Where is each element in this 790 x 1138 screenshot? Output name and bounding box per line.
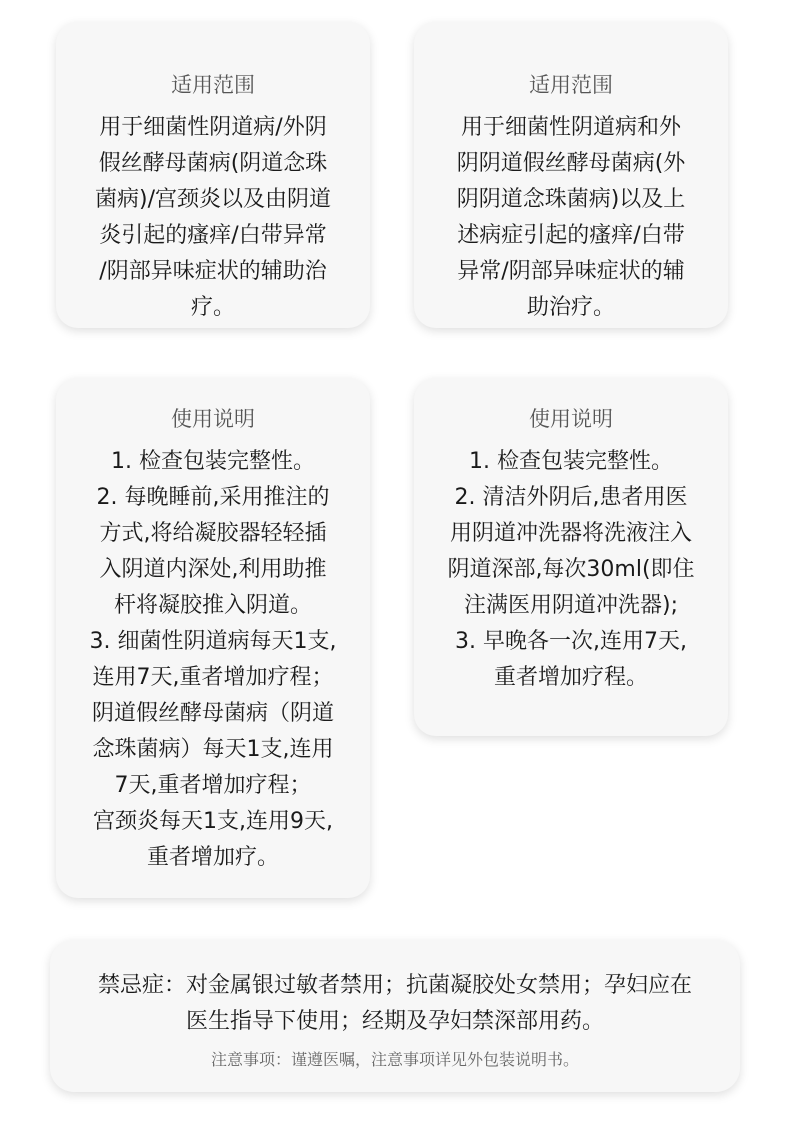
scope-body-left: 用于细菌性阴道病/外阴 假丝酵母菌病(阴道念珠 菌病)/宫颈炎以及由阴道 炎引起的瘙痒/白带异常 /阴部异味症状的辅助治 疗。 (95, 115, 331, 320)
contraindications-card (50, 940, 740, 1092)
usage-title-right: 使用说明 (529, 407, 613, 431)
scope-title-right: 适用范围 (529, 73, 613, 97)
usage-card-right (414, 378, 728, 736)
usage-title-left: 使用说明 (171, 407, 255, 431)
usage-card-left (56, 378, 370, 898)
scope-card-right (414, 22, 728, 328)
scope-card-left (56, 22, 370, 328)
notice-text: 注意事项：谨遵医嘱，注意事项详见外包装说明书。 (210, 1050, 579, 1069)
scope-title-left: 适用范围 (171, 73, 255, 97)
usage-body-right: 1. 检查包装完整性。 2. 清洁外阴后,患者用医 用阴道冲洗器将洗液注入 阴道深部,每次30ml(即住 注满医用阴道冲洗器); 3. 早晚各一次,连用7天, 重者增加疗程。 (447, 449, 695, 690)
contraindications-text: 禁忌症：对金属银过敏者禁用；抗菌凝胶处女禁用；孕妇应在 医生指导下使用；经期及孕妇禁深部用药。 (97, 973, 692, 1034)
scope-body-right: 用于细菌性阴道病和外 阴阴道假丝酵母菌病(外 阴阴道念珠菌病)以及上 述病症引起的瘙痒/白带 异常/阴部异味症状的辅 助治疗。 (456, 115, 686, 320)
usage-body-left: 1. 检查包装完整性。 2. 每晚睡前,采用推注的 方式,将给凝胶器轻轻插 入阴道内深处,利用助推 杆将凝胶推入阴道。 3. 细菌性阴道病每天1支, 连用7天,重者增加疗程； 阴道假丝酵母菌病（阴道 念珠菌病）每天1支,连用 7天,重者增加疗程； 宫颈炎每天1支,连用9天, 重者增加疗。 (89, 449, 337, 870)
